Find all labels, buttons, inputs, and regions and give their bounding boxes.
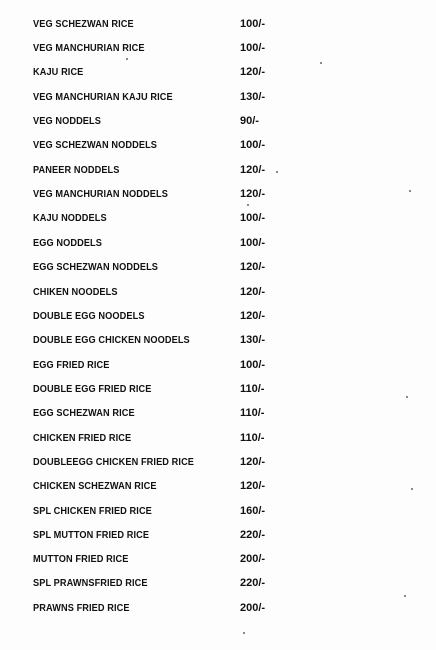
item-price: 120/- [240, 480, 266, 492]
item-name: DOUBLE EGG CHICKEN NOODELS [33, 335, 190, 346]
item-price: 110/- [240, 432, 265, 444]
item-price: 120/- [240, 261, 266, 273]
item-price: 100/- [240, 359, 266, 371]
menu-item [0, 282, 436, 306]
menu-item [0, 501, 436, 525]
scan-speck [126, 58, 128, 60]
item-price: 100/- [240, 139, 266, 151]
item-name: SPL MUTTON FRIED RICE [33, 530, 150, 541]
item-name: EGG NODDELS [33, 238, 102, 249]
item-name: MUTTON FRIED RICE [33, 554, 129, 565]
menu-item [0, 428, 436, 452]
item-price: 200/- [240, 602, 266, 614]
item-price: 100/- [240, 42, 266, 54]
menu-item [0, 257, 436, 281]
item-price: 120/- [240, 66, 266, 78]
scan-speck [406, 396, 408, 398]
menu-item [0, 452, 436, 476]
item-price: 220/- [240, 529, 266, 541]
item-name: CHIKEN NOODELS [33, 287, 118, 298]
scan-speck [404, 595, 406, 597]
menu-item [0, 355, 436, 379]
item-price: 100/- [240, 237, 266, 249]
item-price: 100/- [240, 212, 266, 224]
item-price: 100/- [240, 18, 266, 30]
item-name: VEG SCHEZWAN RICE [33, 19, 134, 30]
menu-item [0, 87, 436, 111]
item-name: DOUBLE EGG FRIED RICE [33, 384, 152, 395]
item-price: 110/- [240, 383, 265, 395]
item-name: SPL CHICKEN FRIED RICE [33, 506, 152, 517]
scan-speck [243, 632, 245, 634]
item-name: EGG SCHEZWAN NODDELS [33, 262, 159, 273]
menu-item [0, 598, 436, 622]
item-name: CHICKEN SCHEZWAN RICE [33, 481, 157, 492]
item-name: PANEER NODDELS [33, 165, 120, 176]
item-price: 120/- [240, 164, 266, 176]
item-name: PRAWNS FRIED RICE [33, 603, 130, 614]
item-price: 200/- [240, 553, 266, 565]
menu-item [0, 208, 436, 232]
scan-speck [409, 190, 411, 192]
item-price: 110/- [240, 407, 265, 419]
menu-item [0, 403, 436, 427]
item-name: VEG MANCHURIAN KAJU RICE [33, 92, 173, 103]
menu-item [0, 135, 436, 159]
item-price: 160/- [240, 505, 266, 517]
item-price: 130/- [240, 91, 266, 103]
item-name: EGG SCHEZWAN RICE [33, 408, 135, 419]
item-name: KAJU RICE [33, 67, 84, 78]
menu-item [0, 549, 436, 573]
item-price: 120/- [240, 310, 266, 322]
menu-item [0, 330, 436, 354]
scan-speck [247, 204, 249, 206]
menu-item [0, 14, 436, 38]
item-name: KAJU NODDELS [33, 213, 107, 224]
item-name: SPL PRAWNSFRIED RICE [33, 578, 148, 589]
item-price: 120/- [240, 286, 266, 298]
menu-item [0, 379, 436, 403]
menu-item [0, 38, 436, 62]
menu-item [0, 233, 436, 257]
item-name: VEG NODDELS [33, 116, 101, 127]
menu-item [0, 573, 436, 597]
item-name: DOUBLE EGG NOODELS [33, 311, 145, 322]
item-name: VEG MANCHURIAN RICE [33, 43, 145, 54]
menu-item [0, 111, 436, 135]
scan-speck [276, 171, 278, 173]
menu-item [0, 306, 436, 330]
scan-speck [320, 62, 322, 64]
menu-item [0, 525, 436, 549]
item-name: DOUBLEEGG CHICKEN FRIED RICE [33, 457, 195, 468]
item-price: 220/- [240, 577, 266, 589]
item-name: EGG FRIED RICE [33, 360, 110, 371]
item-name: VEG SCHEZWAN NODDELS [33, 140, 158, 151]
item-price: 120/- [240, 456, 266, 468]
scan-speck [411, 488, 413, 490]
menu-item [0, 62, 436, 86]
menu-item [0, 184, 436, 208]
item-name: CHICKEN FRIED RICE [33, 433, 132, 444]
item-price: 90/- [240, 115, 259, 127]
menu-item [0, 160, 436, 184]
item-name: VEG MANCHURIAN NODDELS [33, 189, 168, 200]
item-price: 130/- [240, 334, 266, 346]
menu-item [0, 476, 436, 500]
item-price: 120/- [240, 188, 266, 200]
